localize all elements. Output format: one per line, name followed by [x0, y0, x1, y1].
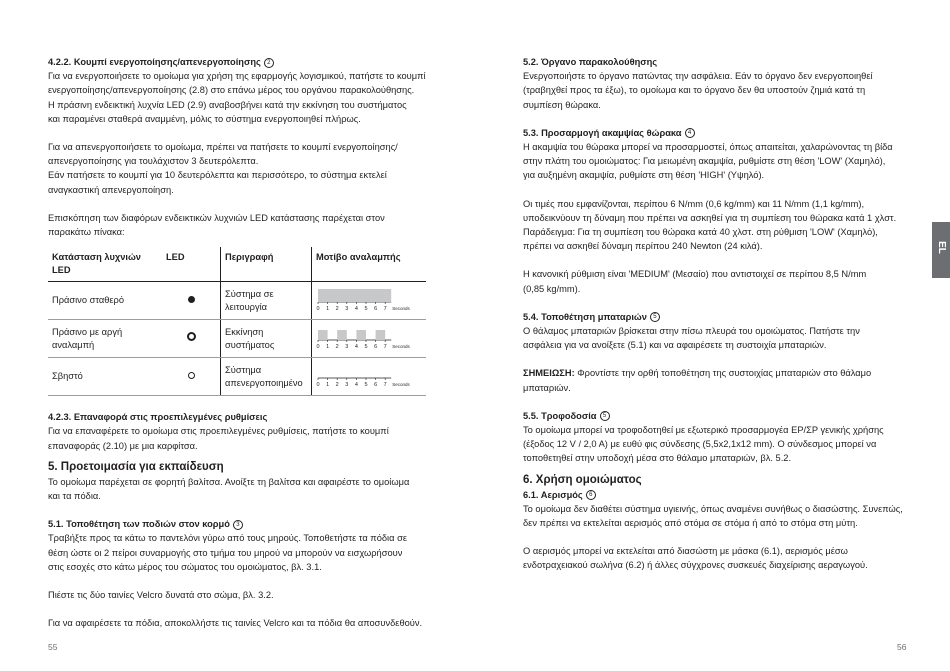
callout-number-icon: 5 — [650, 312, 660, 322]
paragraph-line: Για να επαναφέρετε το ομοίωμα στις προεπιλεγμένες ρυθμίσεις, πατήστε το κουμπί — [48, 426, 389, 437]
paragraph-line: (έξοδος 12 V / 2,0 A) με ευθύ φις σύνδεσης (5,5x2,1x12 mm). Ο σύνδεσμος μπορεί να — [523, 439, 877, 450]
table-row — [48, 358, 426, 396]
tick-label: 1 — [326, 343, 330, 350]
table-row — [48, 320, 426, 358]
description-cell: Σύστημα σε λειτουργία — [221, 282, 312, 320]
tick-label: 7 — [383, 343, 387, 350]
paragraph-line: Ο αερισμός μπορεί να εκτελείται από διασώστη με μάσκα (6.1), αερισμός μέσω — [523, 546, 848, 557]
tick-label: 2 — [335, 343, 339, 350]
paragraph-line: Το ομοίωμα παρέχεται σε φορητή βαλίτσα. Ανοίξτε τη βαλίτσα και αφαιρέστε το ομοίωμα — [48, 476, 410, 487]
paragraph-line: δεν πρέπει να εκτελείται αερισμός από στόμα σε στόμα ή από το στόμα στη μύτη. — [523, 518, 858, 529]
paragraph-line: Επισκόπηση των διαφόρων ενδεικτικών λυχνιών LED κατάστασης παρέχεται στον — [48, 212, 385, 223]
hollow-dot-icon — [188, 372, 195, 379]
section-5-4-heading: 5.4. Τοποθέτηση μπαταριών 5 — [523, 310, 918, 324]
paragraph-line: ασφάλεια για να ανοίξετε (5.1) και να αφαιρέσετε τη συστοιχία μπαταριών. — [523, 340, 827, 351]
section-4-2-2-heading: 4.2.2. Κουμπί ενεργοποίησης/απενεργοποίησης 2 — [48, 55, 438, 69]
tick-label: 3 — [345, 305, 349, 312]
language-tab: EL — [932, 222, 950, 278]
paragraph-line: στην πλάτη του ομοιώματος: Για μειωμένη ακαμψία, ρυθμίστε στη θέση 'LOW' (Χαμηλό), — [523, 156, 886, 167]
description-cell: Σύστημα απενεργοποιημένο — [221, 358, 312, 396]
note-paragraph: ΣΗΜΕΙΩΣΗ: Φροντίστε την ορθή τοποθέτηση της συστοιχίας μπαταριών στο θάλαμο — [523, 368, 872, 379]
tick-label: 0 — [316, 343, 320, 350]
tick-label: 7 — [383, 381, 387, 388]
paragraph-line: πρέπει να ασκηθεί δύναμη περίπου 240 Newton (24 κιλά). — [523, 241, 763, 252]
paragraph-line: ενεργοποίησης/απενεργοποίησης (2.8) στο επάνω μέρος του οργάνου παρακολούθησης. — [48, 85, 415, 96]
section-4-2-3-heading: 4.2.3. Επαναφορά στις προεπιλεγμένες ρυθμίσεις — [48, 412, 268, 423]
led-on-bar — [337, 330, 347, 340]
header-led: LED — [162, 247, 221, 282]
paragraph-line: (τραβηχθεί προς τα έξω), το ομοίωμα και το όργανο δεν θα υποστούν ζημιά κατά τη — [523, 85, 866, 96]
paragraph-line: Ενεργοποιήστε το όργανο πατώντας την ασφάλεια. Εάν το όργανο δεν ενεργοποιηθεί — [523, 71, 873, 82]
tick-label: 3 — [345, 381, 349, 388]
led-on-bar — [318, 330, 328, 340]
paragraph-line: Παράδειγμα: Για τη συμπίεση του θώρακα κατά 40 χλστ. στη ρύθμιση 'LOW' (Χαμηλό), — [523, 227, 878, 238]
paragraph-line: Η πράσινη ενδεικτική λυχνία LED (2.9) αναβοσβήνει κατά την εκκίνηση του συστήματος — [48, 99, 407, 110]
axis-unit-label: Seconds — [392, 381, 410, 387]
callout-number-icon: 4 — [685, 128, 695, 138]
section-5-heading: 5. Προετοιμασία για εκπαίδευση — [48, 460, 224, 473]
tick-label: 2 — [335, 305, 339, 312]
tick-label: 5 — [364, 381, 368, 388]
status-cell: Πράσινο με αργή αναλαμπή — [48, 320, 162, 358]
header-pattern: Μοτίβο αναλαμπής — [312, 247, 427, 282]
paragraph-line: μπαταριών. — [523, 382, 571, 393]
tick-label: 7 — [383, 305, 387, 312]
tick-label: 0 — [316, 305, 320, 312]
led-on-bar — [356, 330, 366, 340]
paragraph-line: Τραβήξτε προς τα κάτω το παντελόνι γύρω από τους μηρούς. Τοποθετήστε τα πόδια σε — [48, 533, 407, 544]
paragraph-line: Η κανονική ρύθμιση είναι 'MEDIUM' (Μεσαίο) που αντιστοιχεί σε περίπου 8,5 N/mm — [523, 269, 867, 280]
paragraph-line: Για να αφαιρέσετε τα πόδια, αποκολλήστε τις ταινίες Velcro και τα πόδια θα αποσυνδεθούν. — [48, 618, 423, 629]
paragraph-line: επαναφοράς (2.10) με μια καρφίτσα. — [48, 440, 198, 451]
blink-pattern-chart — [314, 324, 414, 350]
paragraph-line: και παραμένει σταθερά αναμμένη, μόλις το σύστημα ενεργοποιηθεί πλήρως. — [48, 113, 361, 124]
paragraph-line: αναγκαστική απενεργοποίηση. — [48, 184, 174, 195]
paragraph-line: συμπίεση θώρακα. — [523, 99, 601, 110]
status-cell: Πράσινο σταθερό — [48, 282, 162, 320]
tick-label: 1 — [326, 381, 330, 388]
paragraph-line: Ο θάλαμος μπαταριών βρίσκεται στην πίσω πλευρά του ομοιώματος. Πατήστε την — [523, 326, 860, 337]
paragraph-line: στις εσοχές στο κάτω μέρος του σώματος του ομοιώματος, βλ. 3.1. — [48, 561, 322, 572]
header-description: Περιγραφή — [221, 247, 312, 282]
paragraph-line: απενεργοποίησης για τουλάχιστον 3 δευτερόλεπτα. — [48, 156, 259, 167]
description-cell: Εκκίνηση συστήματος — [221, 320, 312, 358]
off-pattern-chart — [314, 362, 414, 388]
paragraph-line: Οι τιμές που εμφανίζονται, περίπου 6 N/mm (0,6 kg/mm) και 11 N/mm (1,1 kg/mm), — [523, 198, 865, 209]
section-5-5-heading: 5.5. Τροφοδοσία 5 — [523, 409, 918, 423]
paragraph-line: Η ακαμψία του θώρακα μπορεί να προσαρμοστεί, όπως απαιτείται, χαλαρώνοντας τη βίδα — [523, 142, 893, 153]
paragraph-line: Το ομοίωμα δεν διαθέτει σύστημα υγιεινής, όπως αναμένει συνήθως ο διασώστης. Συνεπώς, — [523, 503, 903, 514]
header-status: Κατάσταση λυχνιών LED — [48, 247, 162, 282]
page-number: 56 — [897, 642, 907, 652]
paragraph-line: υποδεικνύουν τη δύναμη που πρέπει να ασκηθεί για τη συμπίεση του θώρακα κατά 1 χλστ. — [523, 212, 897, 223]
paragraph-line: θέση ώστε οι 2 πείροι συναρμογής στο τμήμα του μηρού να μπορούν να εισχωρήσουν — [48, 547, 403, 558]
paragraph-line: (0,85 kg/mm). — [523, 283, 581, 294]
callout-number-icon: 2 — [264, 58, 274, 68]
section-6-heading: 6. Χρήση ομοιώματος — [523, 473, 642, 486]
section-5-2-heading: 5.2. Όργανο παρακολούθησης — [523, 57, 658, 67]
tick-label: 6 — [374, 381, 378, 388]
note-label: ΣΗΜΕΙΩΣΗ: — [523, 368, 575, 379]
right-page — [475, 0, 950, 671]
tick-label: 4 — [354, 343, 358, 350]
left-column — [48, 55, 438, 630]
led-on-bar — [376, 330, 386, 340]
callout-number-icon: 3 — [233, 520, 243, 530]
table-header-row — [48, 247, 426, 282]
paragraph-line: ενδοτραχειακού σωλήνα (6.2) ή άλλες σύγχρονες συσκευές διαχείρισης αεραγωγού. — [523, 560, 868, 571]
tick-label: 2 — [335, 381, 339, 388]
paragraph-line: Το ομοίωμα μπορεί να τροφοδοτηθεί με εξωτερικό προσαρμογέα ΕΡ/ΣΡ γενικής χρήσης — [523, 425, 884, 436]
axis-unit-label: Seconds — [392, 305, 410, 311]
page-number: 55 — [48, 642, 58, 652]
tick-label: 4 — [354, 305, 358, 312]
section-5-3-heading: 5.3. Προσαρμογή ακαμψίας θώρακα 4 — [523, 126, 918, 140]
section-5-1-heading: 5.1. Τοποθέτηση των ποδιών στον κορμό 3 — [48, 517, 438, 531]
tick-label: 5 — [364, 343, 368, 350]
paragraph-line: Για να ενεργοποιήσετε το ομοίωμα για χρήση της εφαρμογής λογισμικού, πατήστε το κουμπί — [48, 71, 426, 82]
callout-number-icon: 6 — [586, 490, 596, 500]
paragraph-line: για αυξημένη ακαμψία, ρυθμίστε στη θέση 'HIGH' (Υψηλό). — [523, 170, 765, 181]
led-status-table — [48, 247, 426, 396]
filled-dot-icon — [188, 296, 195, 303]
tick-label: 1 — [326, 305, 330, 312]
tick-label: 5 — [364, 305, 368, 312]
axis-unit-label: Seconds — [392, 343, 410, 349]
paragraph-line: Εάν πατήσετε το κουμπί για 10 δευτερόλεπτα και περισσότερο, το σύστημα εκτελεί — [48, 170, 387, 181]
ring-dot-icon — [187, 332, 196, 341]
right-column — [523, 55, 918, 573]
paragraph-line: Πιέστε τις δύο ταινίες Velcro δυνατά στο σώμα, βλ. 3.2. — [48, 590, 274, 601]
paragraph-line: τοποθετηθεί στην υποδοχή μέσα στο θάλαμο μπαταριών, βλ. 5.2. — [523, 453, 792, 464]
section-6-1-heading: 6.1. Αερισμός 6 — [523, 488, 918, 502]
tick-label: 3 — [345, 343, 349, 350]
status-cell: Σβηστό — [48, 358, 162, 396]
tick-label: 4 — [354, 381, 358, 388]
tick-label: 6 — [374, 343, 378, 350]
tick-label: 0 — [316, 381, 320, 388]
steady-pattern-chart — [314, 286, 414, 312]
table-row — [48, 282, 426, 320]
paragraph-line: και τα πόδια. — [48, 491, 101, 502]
callout-number-icon: 5 — [600, 411, 610, 421]
paragraph-line: παρακάτω πίνακα: — [48, 227, 125, 238]
tick-label: 6 — [374, 305, 378, 312]
led-on-bar — [318, 289, 391, 302]
paragraph-line: Για να απενεργοποιήσετε το ομοίωμα, πρέπει να πατήσετε το κουμπί ενεργοποίησης/ — [48, 142, 398, 153]
